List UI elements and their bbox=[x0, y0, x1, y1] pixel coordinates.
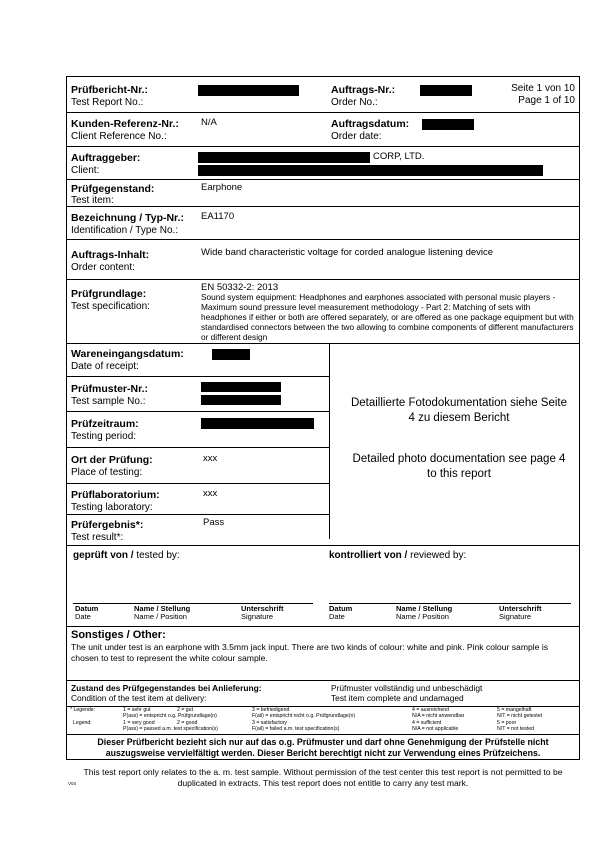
place-value: xxx bbox=[203, 453, 218, 464]
redacted-client-address bbox=[198, 165, 543, 176]
legend-en-pass: P(ass) = passed a.m. test specification(s) bbox=[123, 726, 218, 732]
test-spec-label: Prüfgrundlage: bbox=[71, 288, 147, 300]
condition-value: Prüfmuster vollständig und unbeschädigt bbox=[331, 683, 483, 693]
photo-note-de: Detaillierte Fotodokumentation siehe Seite 4 zu diesem Bericht bbox=[350, 397, 568, 424]
order-no-label-en: Order No.: bbox=[331, 97, 378, 108]
disclaimer-en: This test report only relates to the a. m. test sample. Without permission of the test center this test report is not permitted to be duplicated in extracts. This test report does not entitle to carry any test mark. bbox=[83, 767, 563, 789]
legend-label-de: * Legende: bbox=[70, 707, 96, 713]
condition-value-en: Test item complete and undamaged bbox=[331, 693, 464, 703]
order-date-label: Auftragsdatum: bbox=[331, 118, 410, 130]
column-divider bbox=[329, 344, 330, 539]
legend-de-na: N/A = nicht anwendbar bbox=[412, 713, 465, 719]
reviewed-date-label-en: Date bbox=[329, 612, 345, 621]
period-label-en: Testing period: bbox=[71, 431, 137, 442]
test-item-label-en: Test item: bbox=[71, 195, 114, 206]
legend-label-en: Legend: bbox=[73, 720, 92, 726]
legend-de-2: 2 = gut bbox=[177, 707, 194, 713]
report-no-label-en: Test Report No.: bbox=[71, 97, 144, 108]
condition-label-en: Condition of the test item at delivery: bbox=[71, 693, 207, 703]
tested-signature-label: Unterschrift bbox=[241, 604, 284, 613]
report-no-label: Prüfbericht-Nr.: bbox=[71, 84, 149, 96]
type-number-row bbox=[67, 207, 579, 240]
other-section bbox=[67, 627, 579, 681]
receipt-row bbox=[67, 344, 329, 377]
legend-de-nt: N/T = nicht getestet bbox=[497, 713, 543, 719]
other-text: The unit under test is an earphone with 3.5mm jack input. There are two kinds of colour: white and pink. Pink colour sample is chosen to test to represent the white colour sample. bbox=[71, 642, 549, 664]
result-value: Pass bbox=[203, 517, 225, 528]
legend-de-1: 1 = sehr gut bbox=[123, 707, 151, 713]
tested-date-label-en: Date bbox=[75, 612, 91, 621]
lab-label: Prüflaboratorium: bbox=[71, 489, 160, 501]
reviewed-signature-label-en: Signature bbox=[499, 612, 532, 621]
order-no-label: Auftrags-Nr.: bbox=[331, 84, 396, 96]
legend-de-pass: P(ass) = entspricht o.g. Prüfgrundlage(n) bbox=[123, 713, 217, 719]
client-reference-row bbox=[67, 113, 579, 147]
photo-note-en: Detailed photo documentation see page 4 to this report bbox=[352, 453, 566, 480]
test-report-sheet bbox=[66, 76, 580, 760]
client-name-suffix: CORP, LTD. bbox=[373, 151, 425, 162]
tested-by-label: geprüft von / tested by: bbox=[73, 550, 180, 561]
receipt-label-en: Date of receipt: bbox=[71, 361, 139, 372]
test-item-row bbox=[67, 180, 579, 207]
redacted-order-no bbox=[420, 85, 472, 96]
place-label-en: Place of testing: bbox=[71, 467, 143, 478]
legend-de-4: 4 = ausreichend bbox=[412, 707, 450, 713]
reviewed-signature-label: Unterschrift bbox=[499, 604, 542, 613]
test-specification-row bbox=[67, 280, 579, 344]
condition-label: Zustand des Prüfgegenstandes bei Anlieferung: bbox=[71, 683, 262, 693]
lab-label-en: Testing laboratory: bbox=[71, 502, 153, 513]
legend-de-5: 5 = mangelhaft bbox=[497, 707, 532, 713]
test-spec-label-en: Test specification: bbox=[71, 301, 150, 312]
type-no-label: Bezeichnung / Typ-Nr.: bbox=[71, 212, 184, 224]
legend-en-5: 5 = poor bbox=[497, 720, 517, 726]
redacted-receipt-date bbox=[212, 349, 250, 360]
legend-de-fail: F(ail) = entspricht nicht o.g. Prüfgrundlage(n) bbox=[252, 713, 356, 719]
reviewed-date-label: Datum bbox=[329, 604, 353, 613]
reviewed-name-label-en: Name / Position bbox=[396, 612, 449, 621]
legend-en-nt: N/T = not tested bbox=[497, 726, 534, 732]
legend-en-1: 1 = very good bbox=[123, 720, 155, 726]
form-version: V04 bbox=[68, 781, 77, 786]
tested-name-label-en: Name / Position bbox=[134, 612, 187, 621]
redacted-testing-period bbox=[201, 418, 314, 429]
place-row bbox=[67, 448, 329, 484]
reviewed-name-label: Name / Stellung bbox=[396, 604, 453, 613]
client-ref-label-en: Client Reference No.: bbox=[71, 131, 167, 142]
result-row bbox=[67, 515, 329, 545]
order-content-label: Auftrags-Inhalt: bbox=[71, 249, 150, 261]
page-number-en: Page 1 of 10 bbox=[518, 95, 575, 106]
legend-block bbox=[67, 707, 579, 735]
order-content-row bbox=[67, 240, 579, 280]
client-ref-label: Kunden-Referenz-Nr.: bbox=[71, 118, 179, 130]
sample-number-row bbox=[67, 377, 329, 412]
order-content-value: Wide band characteristic voltage for corded analogue listening device bbox=[201, 247, 494, 258]
sample-no-label: Prüfmuster-Nr.: bbox=[71, 383, 149, 395]
other-label: Sonstiges / Other: bbox=[71, 629, 166, 641]
legend-en-na: N/A = not applicable bbox=[412, 726, 459, 732]
result-label-en: Test result*: bbox=[71, 532, 124, 543]
legend-en-3: 3 = satisfactory bbox=[252, 720, 288, 726]
test-item-value: Earphone bbox=[201, 182, 243, 193]
reviewed-by-label: kontrolliert von / reviewed by: bbox=[329, 550, 467, 561]
test-spec-description: Sound system equipment: Headphones and earphones associated with personal music players - Maximum sound pressure level measurement methodology - Part 2: Matching of sets with headphones if either or both are offered separately, or are offered as one package equipment but with standardised connectors between the two allowing to combine components of different manufacturers or different design bbox=[201, 292, 574, 342]
redacted-sample-no-1 bbox=[201, 382, 281, 392]
client-label: Auftraggeber: bbox=[71, 152, 141, 164]
redacted-order-date bbox=[422, 119, 474, 130]
order-date-label-en: Order date: bbox=[331, 131, 382, 142]
redacted-client-name bbox=[198, 152, 370, 163]
type-no-value: EA1170 bbox=[201, 211, 235, 222]
test-item-label: Prüfgegenstand: bbox=[71, 183, 155, 195]
disclaimer-de: Dieser Prüfbericht bezieht sich nur auf das o.g. Prüfmuster und darf ohne Genehmigung der Prüfstelle nicht auszugsweise vervielfältigt werden. Dieser Bericht berechtigt nicht zur Verwendung eines Prüfzeichens. bbox=[97, 737, 549, 759]
legend-en-4: 4 = sufficient bbox=[412, 720, 442, 726]
redacted-sample-no-2 bbox=[201, 395, 281, 405]
page-number-de: Seite 1 von 10 bbox=[511, 83, 575, 94]
redacted-report-no bbox=[198, 85, 299, 96]
period-label: Prüfzeitraum: bbox=[71, 418, 139, 430]
order-content-label-en: Order content: bbox=[71, 262, 135, 273]
legend-en-fail: F(ail) = failed a.m. test specification(s) bbox=[252, 726, 340, 732]
sample-no-label-en: Test sample No.: bbox=[71, 396, 146, 407]
legend-de-3: 3 = befriedigend bbox=[252, 707, 290, 713]
client-ref-value: N/A bbox=[201, 117, 217, 128]
laboratory-row bbox=[67, 484, 329, 515]
test-spec-standard: EN 50332-2: 2013 bbox=[201, 282, 279, 293]
place-label: Ort der Prüfung: bbox=[71, 454, 153, 466]
report-number-row bbox=[67, 77, 579, 113]
tested-name-label: Name / Stellung bbox=[134, 604, 191, 613]
type-no-label-en: Identification / Type No.: bbox=[71, 225, 179, 236]
client-label-en: Client: bbox=[71, 165, 100, 176]
tested-signature-label-en: Signature bbox=[241, 612, 274, 621]
testing-period-row bbox=[67, 412, 329, 448]
condition-row bbox=[67, 681, 579, 707]
receipt-label: Wareneingangsdatum: bbox=[71, 348, 184, 360]
legend-en-2: 2 = good bbox=[177, 720, 198, 726]
disclaimer-block bbox=[67, 735, 579, 759]
result-label: Prüfergebnis*: bbox=[71, 519, 144, 531]
client-row bbox=[67, 147, 579, 180]
lab-value: xxx bbox=[203, 488, 218, 499]
signature-block bbox=[67, 545, 579, 627]
tested-date-label: Datum bbox=[75, 604, 99, 613]
